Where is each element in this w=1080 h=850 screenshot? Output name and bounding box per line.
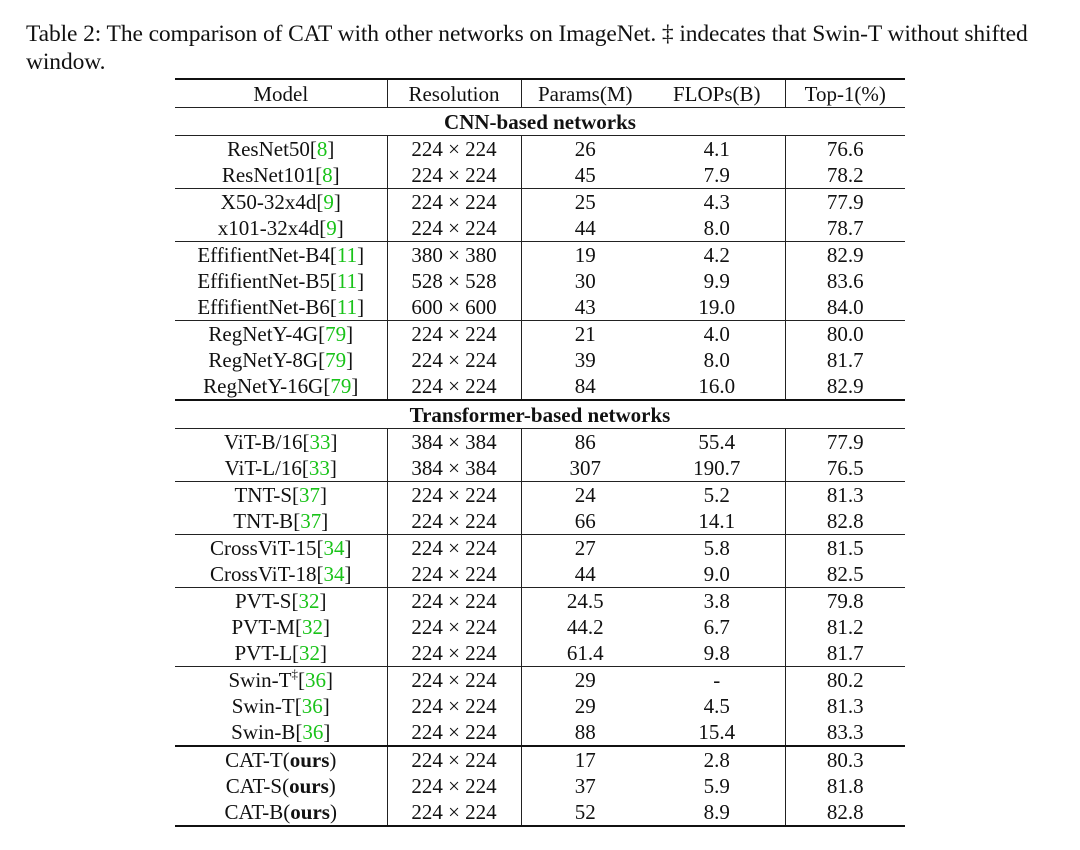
model-cell: CrossViT-15[34]: [175, 535, 387, 562]
top1-cell: 82.8: [785, 799, 905, 826]
citation-link[interactable]: 34: [323, 562, 345, 586]
flops-cell: 9.8: [649, 640, 785, 667]
ours-tag: ours: [290, 800, 330, 824]
table-row: [175, 482, 905, 509]
resolution-cell: 380 × 380: [387, 242, 521, 269]
params-cell: 44.2: [566, 615, 604, 639]
params-cell: 66: [574, 509, 596, 533]
dagger-mark: ‡: [291, 666, 298, 681]
resolution-cell: 224 × 224: [387, 189, 521, 216]
flops-cell: 5.8: [649, 535, 785, 562]
model-name: PVT-L: [234, 641, 293, 665]
model-name: RegNetY-16G: [203, 374, 324, 398]
flops-cell: 7.9: [649, 162, 785, 189]
model-name: X50-32x4d: [220, 190, 317, 214]
citation-link[interactable]: 32: [301, 615, 323, 639]
model-cell: EffifientNet-B6[11]: [175, 294, 387, 321]
params-cell: 44: [574, 216, 596, 240]
top1-cell: 81.8: [826, 774, 864, 798]
flops-cell: 55.4: [649, 429, 785, 456]
flops-cell: 5.9: [649, 773, 785, 799]
resolution-cell: 224 × 224: [387, 799, 521, 826]
flops-cell: 9.9: [649, 268, 785, 294]
flops-cell: 4.2: [649, 242, 785, 269]
top1-cell: 81.7: [826, 641, 864, 665]
model-name: ResNet101: [221, 163, 316, 187]
model-name: PVT-M: [231, 615, 295, 639]
model-cell: ResNet101[8]: [175, 162, 387, 189]
table-row: [175, 614, 905, 640]
citation-link[interactable]: 36: [301, 694, 323, 718]
resolution-cell: 224 × 224: [387, 508, 521, 535]
model-cell: PVT-M[32]: [175, 614, 387, 640]
resolution-cell: 224 × 224: [387, 347, 521, 373]
model-name: RegNetY-8G: [208, 348, 319, 372]
params-cell: 37: [574, 774, 596, 798]
flops-cell: 190.7: [649, 455, 785, 482]
model-name: CAT-B: [224, 800, 284, 824]
params-cell: 25: [521, 189, 649, 216]
model-name: EffifientNet-B6: [197, 295, 330, 319]
table-row: [175, 561, 905, 588]
top1-cell: 81.5: [785, 535, 905, 562]
citation-link[interactable]: 33: [309, 430, 331, 454]
flops-cell: 8.9: [649, 799, 785, 826]
model-cell: x101-32x4d[9]: [175, 215, 387, 242]
top1-cell: 76.5: [826, 456, 864, 480]
header-top1: Top-1(%): [785, 79, 905, 108]
resolution-cell: 224 × 224: [387, 588, 521, 615]
table-row: [175, 455, 905, 482]
citation-link[interactable]: 34: [323, 536, 345, 560]
resolution-cell: 224 × 224: [387, 667, 521, 694]
model-name: ResNet50: [227, 137, 310, 161]
model-name: TNT-B: [233, 509, 294, 533]
citation-link[interactable]: 33: [308, 456, 330, 480]
params-cell: 61.4: [566, 641, 604, 665]
flops-cell: 4.3: [649, 189, 785, 216]
flops-cell: 9.0: [649, 561, 785, 588]
top1-cell: 77.9: [785, 189, 905, 216]
flops-cell: 4.0: [649, 321, 785, 348]
header-model: Model: [175, 79, 387, 108]
flops-cell: 14.1: [649, 508, 785, 535]
resolution-cell: 224 × 224: [387, 136, 521, 163]
citation-link[interactable]: 36: [302, 720, 324, 744]
params-cell: 29: [574, 694, 596, 718]
citation-link[interactable]: 79: [325, 348, 347, 372]
citation-link[interactable]: 36: [305, 668, 326, 692]
model-cell: EffifientNet-B4[11]: [175, 242, 387, 269]
table-row: [175, 535, 905, 562]
model-cell: PVT-L[32]: [175, 640, 387, 667]
top1-cell: 80.0: [785, 321, 905, 348]
citation-link[interactable]: 8: [322, 163, 333, 187]
model-cell: PVT-S[32]: [175, 588, 387, 615]
model-cell: TNT-B[37]: [175, 508, 387, 535]
table-row: [175, 773, 905, 799]
top1-cell: 76.6: [785, 136, 905, 163]
model-cell: ViT-L/16[33]: [175, 455, 387, 482]
citation-link[interactable]: 9: [326, 216, 337, 240]
section-header-row: [175, 400, 905, 429]
citation-link[interactable]: 32: [298, 589, 320, 613]
table-row: [175, 640, 905, 667]
ours-tag: ours: [289, 774, 329, 798]
resolution-cell: 384 × 384: [387, 455, 521, 482]
top1-cell: 81.3: [826, 694, 864, 718]
model-name: CAT-T: [225, 748, 283, 772]
params-cell: 27: [521, 535, 649, 562]
model-name: EffifientNet-B5: [197, 269, 330, 293]
resolution-cell: 528 × 528: [387, 268, 521, 294]
params-cell: 84: [574, 374, 596, 398]
table-row: [175, 162, 905, 189]
model-cell: X50-32x4d[9]: [175, 189, 387, 216]
table-row: [175, 294, 905, 321]
params-cell: 86: [521, 429, 649, 456]
table-row: [175, 746, 905, 773]
table-body: [175, 108, 905, 827]
model-cell: EffifientNet-B5[11]: [175, 268, 387, 294]
table-row: [175, 189, 905, 216]
flops-cell: 8.0: [649, 215, 785, 242]
citation-link[interactable]: 11: [336, 269, 358, 293]
section-header-row: [175, 108, 905, 136]
header-flops: FLOPs(B): [649, 79, 785, 108]
params-cell: 45: [574, 163, 596, 187]
resolution-cell: 224 × 224: [387, 535, 521, 562]
model-cell: Swin-B[36]: [175, 719, 387, 746]
table-row: [175, 429, 905, 456]
flops-cell: 16.0: [649, 373, 785, 400]
table-row: [175, 136, 905, 163]
flops-cell: 15.4: [649, 719, 785, 746]
top1-cell: 80.3: [785, 746, 905, 773]
model-name: ViT-L/16: [224, 456, 302, 480]
citation-link[interactable]: 8: [316, 137, 328, 161]
model-cell: ViT-B/16[33]: [175, 429, 387, 456]
model-name: CrossViT-15: [210, 536, 317, 560]
table-row: [175, 347, 905, 373]
table-row: [175, 799, 905, 826]
flops-cell: 3.8: [649, 588, 785, 615]
top1-cell: 82.9: [826, 374, 864, 398]
params-cell: 26: [521, 136, 649, 163]
table-row: [175, 508, 905, 535]
resolution-cell: 600 × 600: [387, 294, 521, 321]
params-cell: 24: [521, 482, 649, 509]
top1-cell: 80.2: [785, 667, 905, 694]
params-cell: 29: [521, 667, 649, 694]
top1-cell: 78.2: [826, 163, 864, 187]
params-cell: 21: [521, 321, 649, 348]
top1-cell: 81.7: [826, 348, 864, 372]
top1-cell: 82.8: [826, 509, 864, 533]
resolution-cell: 224 × 224: [387, 614, 521, 640]
table-row: [175, 215, 905, 242]
flops-cell: 4.1: [649, 136, 785, 163]
table-row: [175, 242, 905, 269]
flops-cell: 19.0: [649, 294, 785, 321]
model-cell: ResNet50[8]: [175, 136, 387, 163]
resolution-cell: 224 × 224: [387, 640, 521, 667]
table-caption: Table 2: The comparison of CAT with other networks on ImageNet. ‡ indecates that Swin-T without shifted window.: [26, 21, 1028, 75]
model-cell: RegNetY-4G[79]: [175, 321, 387, 348]
top1-cell: 83.6: [826, 269, 864, 293]
citation-link[interactable]: 32: [299, 641, 321, 665]
params-cell: 44: [574, 562, 596, 586]
params-cell: 88: [574, 720, 596, 744]
top1-cell: 82.9: [785, 242, 905, 269]
flops-cell: 6.7: [649, 614, 785, 640]
model-name: ViT-B/16: [224, 430, 303, 454]
section-title: Transformer-based networks: [175, 400, 905, 429]
model-cell: RegNetY-16G[79]: [175, 373, 387, 400]
params-cell: 19: [521, 242, 649, 269]
model-cell: CAT-S(ours): [175, 773, 387, 799]
model-name: Swin-B: [231, 720, 296, 744]
resolution-cell: 224 × 224: [387, 693, 521, 719]
citation-link[interactable]: 79: [325, 322, 347, 346]
model-cell: Swin-T[36]: [175, 693, 387, 719]
resolution-cell: 224 × 224: [387, 561, 521, 588]
table-row: [175, 268, 905, 294]
ours-tag: ours: [289, 748, 330, 772]
model-name: CAT-S: [225, 774, 283, 798]
section-title: CNN-based networks: [175, 108, 905, 136]
imagenet-comparison-table: [175, 78, 905, 827]
resolution-cell: 224 × 224: [387, 482, 521, 509]
flops-cell: -: [649, 667, 785, 694]
model-name: Swin-T: [228, 668, 292, 692]
model-cell: CrossViT-18[34]: [175, 561, 387, 588]
params-cell: 52: [521, 799, 649, 826]
top1-cell: 83.3: [826, 720, 864, 744]
top1-cell: 82.5: [826, 562, 864, 586]
model-name: RegNetY-4G: [208, 322, 319, 346]
citation-link[interactable]: 37: [299, 483, 321, 507]
top1-cell: 77.9: [785, 429, 905, 456]
model-name: PVT-S: [235, 589, 292, 613]
params-cell: 43: [574, 295, 596, 319]
resolution-cell: 224 × 224: [387, 321, 521, 348]
table-row: [175, 667, 905, 694]
resolution-cell: 224 × 224: [387, 719, 521, 746]
params-cell: 307: [569, 456, 601, 480]
citation-link[interactable]: 37: [300, 509, 322, 533]
model-cell: TNT-S[37]: [175, 482, 387, 509]
resolution-cell: 224 × 224: [387, 746, 521, 773]
citation-link[interactable]: 11: [336, 295, 358, 319]
model-cell: RegNetY-8G[79]: [175, 347, 387, 373]
resolution-cell: 224 × 224: [387, 373, 521, 400]
flops-cell: 2.8: [649, 746, 785, 773]
top1-cell: 84.0: [826, 295, 864, 319]
model-name: TNT-S: [234, 483, 293, 507]
model-name: CrossViT-18: [210, 562, 317, 586]
resolution-cell: 224 × 224: [387, 773, 521, 799]
citation-link[interactable]: 79: [330, 374, 352, 398]
citation-link[interactable]: 11: [336, 243, 358, 267]
params-cell: 17: [521, 746, 649, 773]
model-name: Swin-T: [231, 694, 295, 718]
table-row: [175, 373, 905, 400]
table-row: [175, 693, 905, 719]
flops-cell: 8.0: [649, 347, 785, 373]
model-name: x101-32x4d: [217, 216, 320, 240]
header-resolution: Resolution: [387, 79, 521, 108]
model-name: EffifientNet-B4: [197, 243, 330, 267]
table-row: [175, 588, 905, 615]
table-row: [175, 719, 905, 746]
table-row: [175, 321, 905, 348]
model-cell: CAT-B(ours): [175, 799, 387, 826]
top1-cell: 79.8: [785, 588, 905, 615]
top1-cell: 81.3: [785, 482, 905, 509]
top1-cell: 78.7: [826, 216, 864, 240]
citation-link[interactable]: 9: [323, 190, 334, 214]
header-params: Params(M): [521, 79, 649, 108]
header-row: [175, 79, 905, 108]
resolution-cell: 224 × 224: [387, 162, 521, 189]
resolution-cell: 384 × 384: [387, 429, 521, 456]
params-cell: 39: [574, 348, 596, 372]
model-cell: CAT-T(ours): [175, 746, 387, 773]
model-cell: Swin-T‡[36]: [175, 667, 387, 694]
params-cell: 30: [574, 269, 596, 293]
params-cell: 24.5: [521, 588, 649, 615]
top1-cell: 81.2: [826, 615, 864, 639]
flops-cell: 4.5: [649, 693, 785, 719]
flops-cell: 5.2: [649, 482, 785, 509]
resolution-cell: 224 × 224: [387, 215, 521, 242]
